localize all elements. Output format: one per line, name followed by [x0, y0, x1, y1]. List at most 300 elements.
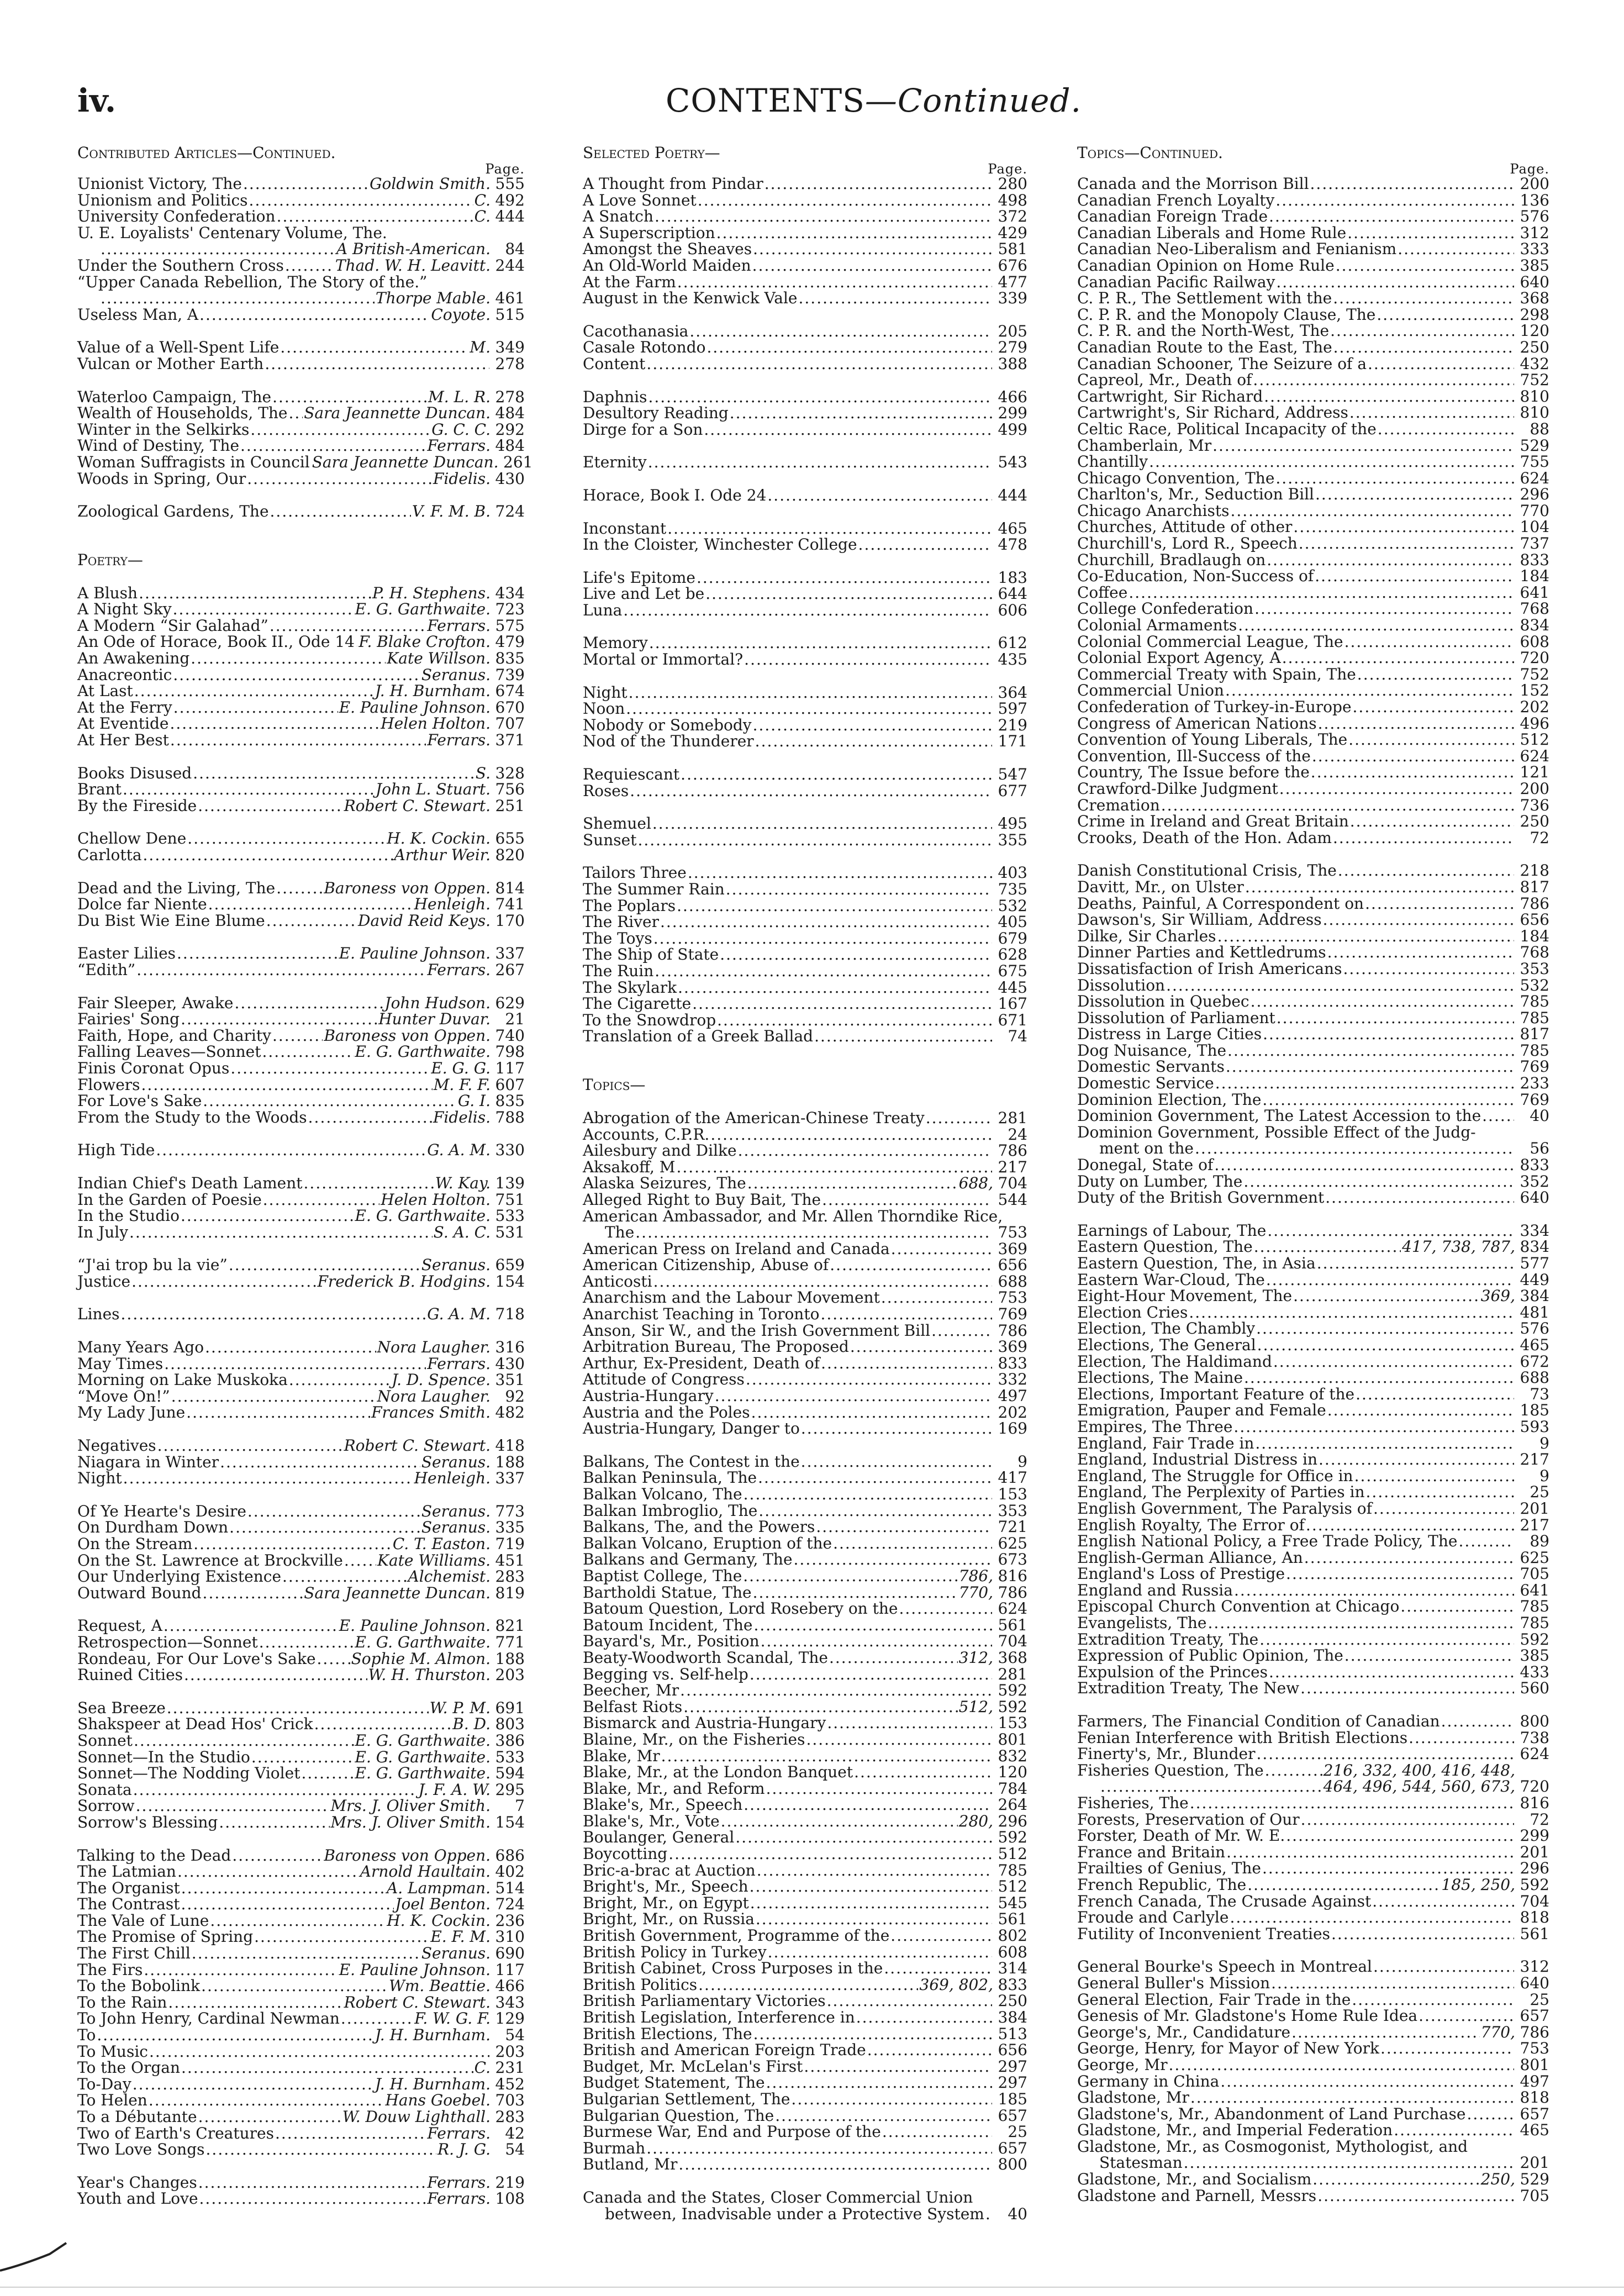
dot-leader	[1317, 2188, 1514, 2204]
entry-page: 337	[495, 1469, 525, 1488]
toc-entry	[77, 192, 525, 209]
dot-leader	[698, 1977, 918, 1993]
entry-page: 372	[998, 207, 1027, 226]
dot-leader	[1262, 1860, 1514, 1877]
entry-page: 575	[495, 616, 525, 635]
entry-title: Du Bist Wie Eine Blume	[77, 911, 265, 930]
entry-page: 705	[1520, 1565, 1549, 1583]
entry-page: 298	[1520, 305, 1549, 324]
entry-author: 464, 496, 544, 560, 673,	[1323, 1777, 1515, 1796]
dot-leader	[1263, 1026, 1514, 1042]
entry-title: Faith, Hope, and Charity	[77, 1026, 271, 1045]
toc-entry	[1077, 1386, 1549, 1403]
dot-leader	[985, 2206, 992, 2223]
entry-title: Sonnet—In the Studio	[77, 1747, 250, 1766]
entry-title: Roses	[583, 781, 629, 800]
entry-page: 153	[998, 1485, 1027, 1503]
spacer	[583, 848, 1027, 865]
dot-leader	[1347, 225, 1514, 241]
entry-title: Fair Sleeper, Awake	[77, 993, 234, 1012]
entry-title: Cartwright, Sir Richard	[1077, 387, 1263, 406]
toc-entry	[77, 1749, 525, 1766]
entry-title: Cacothanasia	[583, 322, 689, 340]
entry-title: Boycotting	[583, 1845, 668, 1863]
dot-leader	[1251, 993, 1514, 1010]
title-main: CONTENTS	[666, 82, 865, 119]
entry-title: An Ode of Horace, Book II., Ode 14	[77, 633, 355, 651]
entry-page: 170	[495, 911, 525, 930]
dot-leader	[1190, 1795, 1514, 1811]
toc-entry	[77, 765, 525, 782]
dot-leader	[1225, 682, 1514, 699]
entry-page: 484	[495, 436, 525, 455]
dot-leader	[1293, 519, 1514, 535]
entry-page: 739	[495, 665, 525, 684]
dot-leader	[648, 389, 992, 406]
entry-title: Dog Nuisance, The	[1077, 1041, 1227, 1060]
entry-title: To the Bobolink	[77, 1977, 201, 1995]
section-heading: Poetry—	[77, 550, 143, 569]
entry-page: 355	[998, 830, 1027, 849]
entry-title: Brant	[77, 780, 122, 799]
entry-title: Gladstone's, Mr., Abandonment of Land Purchase	[1077, 2104, 1466, 2123]
toc-entry	[1077, 1173, 1549, 1190]
entry-author: 369,	[1480, 1287, 1515, 1305]
dot-leader	[173, 601, 354, 618]
dot-leader	[199, 307, 430, 323]
toc-entry	[77, 2076, 525, 2093]
entry-title: American Ambassador, and Mr. Allen Thorndike Rice,	[583, 1207, 1003, 1225]
dot-leader	[198, 798, 342, 814]
spacer	[583, 553, 1027, 570]
entry-title: Bric-a-brac at Auction	[583, 1861, 756, 1879]
dot-leader	[1380, 2040, 1514, 2057]
entry-title: British Government, Programme of the	[583, 1926, 890, 1945]
entry-title: Gladstone and Parnell, Messrs	[1077, 2186, 1317, 2205]
entry-title: Canadian Liberals and Home Rule	[1077, 223, 1347, 242]
entry-author: Kate Willson.	[387, 649, 491, 668]
dot-leader	[1259, 1631, 1514, 1648]
entry-page: 417	[998, 1468, 1027, 1487]
toc-entry	[583, 1682, 1027, 1699]
entry-title: Eastern Question, The	[1077, 1237, 1253, 1256]
dot-leader	[801, 1454, 992, 1470]
toc-entry	[583, 914, 1027, 930]
entry-title: Futility of Inconvenient Treaties	[1077, 1924, 1330, 1943]
entry-title: To the Snowdrop	[583, 1010, 716, 1029]
entry-title: The Ruin	[583, 961, 654, 980]
toc-entry	[1077, 715, 1549, 732]
entry-page: 770	[1520, 501, 1549, 520]
toc-entry	[77, 880, 525, 897]
dot-leader	[1282, 650, 1514, 666]
toc-entry	[77, 422, 525, 438]
toc-entry	[1077, 1059, 1549, 1075]
entry-author: Joel Benton.	[395, 1895, 491, 1914]
entry-author: Kate Williams.	[377, 1551, 491, 1570]
toc-entry	[583, 881, 1027, 898]
toc-entry	[1077, 568, 1549, 584]
entry-author: Henleigh.	[414, 895, 491, 914]
entry-page: 495	[998, 814, 1027, 833]
toc-entry	[1077, 486, 1549, 503]
entry-page: 724	[495, 502, 525, 521]
dot-leader	[1273, 1354, 1514, 1370]
entry-page: 629	[495, 993, 525, 1012]
entry-page: 738	[1520, 1728, 1549, 1747]
entry-author: Seranus.	[421, 1256, 491, 1275]
entry-author: R. J. G.	[437, 2140, 491, 2159]
dot-leader	[314, 1716, 452, 1732]
dot-leader	[747, 1175, 958, 1192]
toc-entry	[1077, 388, 1549, 405]
dot-leader	[191, 650, 386, 667]
dot-leader	[710, 1126, 992, 1143]
entry-author: P. H. Stephens.	[372, 583, 491, 602]
dot-leader	[677, 898, 992, 914]
entry-title: An Awakening	[77, 649, 190, 668]
entry-page: 786	[998, 1321, 1027, 1340]
entry-author: B. D.	[452, 1715, 491, 1734]
dot-leader	[735, 1829, 992, 1846]
toc-entry	[583, 1846, 1027, 1862]
entry-title: Canadian Foreign Trade	[1077, 207, 1268, 226]
dot-leader	[697, 570, 992, 586]
entry-title: Chellow Dene	[77, 829, 187, 848]
dot-leader	[219, 1814, 329, 1831]
toc-entry	[77, 650, 525, 667]
dot-leader	[173, 699, 338, 716]
toc-entry	[583, 2026, 1027, 2042]
entry-page: 465	[1520, 1335, 1549, 1354]
toc-entry	[583, 1388, 1027, 1404]
entry-title: Budget, Mr. McLelan's First	[583, 2057, 803, 2076]
toc-entry	[1077, 438, 1549, 454]
entry-page: 429	[998, 223, 1027, 242]
entry-page: 593	[1520, 1417, 1549, 1436]
entry-author: V. F. M. B.	[412, 502, 491, 521]
toc-entry	[1077, 1713, 1549, 1730]
dot-leader	[263, 1192, 379, 1208]
entry-page: 833	[1520, 1156, 1549, 1175]
entry-title: Colonial Commercial League, The	[1077, 632, 1343, 651]
toc-entry	[1077, 503, 1549, 519]
entry-title: England, The Perplexity of Parties in	[1077, 1483, 1365, 1502]
entry-page: 786	[1520, 894, 1549, 913]
entry-page: 218	[1520, 861, 1549, 880]
dot-leader	[1257, 1337, 1514, 1354]
entry-page: 153	[998, 1714, 1027, 1732]
entry-title: “Upper Canada Rebellion, The Story of the.”	[77, 272, 428, 291]
entry-title: Eastern Question, The, in Asia	[1077, 1254, 1316, 1272]
toc-entry	[583, 1371, 1027, 1388]
dot-leader	[243, 176, 368, 192]
dot-leader	[1226, 1059, 1514, 1075]
dot-leader	[1394, 2122, 1514, 2139]
dot-leader	[177, 945, 338, 962]
entry-author: E. Pauline Johnson.	[339, 1960, 491, 1979]
entry-title: A Thought from Pindar	[583, 175, 763, 193]
dot-leader	[698, 192, 992, 209]
dot-leader	[655, 208, 992, 225]
entry-page: 92	[505, 1387, 525, 1405]
entry-title: A Love Sonnet	[583, 191, 697, 209]
dot-leader	[882, 2124, 992, 2140]
entry-title: Batoum Question, Lord Rosebery on the	[583, 1599, 898, 1618]
entry-author: M.	[470, 338, 491, 357]
dot-leader	[768, 1944, 992, 1961]
entry-title: Many Years Ago	[77, 1338, 204, 1357]
entry-author: Ferrars.	[427, 2189, 491, 2208]
entry-title: England, Fair Trade in	[1077, 1434, 1254, 1452]
toc-entry	[583, 1323, 1027, 1339]
dot-leader	[1267, 1223, 1514, 1239]
toc-entry	[1077, 2188, 1549, 2204]
entry-title: Justice	[77, 1272, 131, 1291]
entry-page: 73	[1530, 1384, 1549, 1403]
toc-entry	[77, 634, 525, 650]
toc-entry	[77, 2174, 525, 2191]
entry-title: To Helen	[77, 2091, 147, 2110]
toc-entry	[77, 1273, 525, 1290]
toc-entry	[583, 2091, 1027, 2108]
dot-leader	[750, 1878, 992, 1895]
entry-title: Canada and the States, Closer Commercial Union	[583, 2188, 973, 2207]
column-right	[1077, 145, 1549, 2204]
entry-title: Night	[77, 1469, 122, 1488]
toc-entry	[1077, 1468, 1549, 1484]
entry-page: 817	[1520, 877, 1549, 896]
dot-leader	[1315, 568, 1514, 584]
entry-page: 117	[495, 1960, 525, 1979]
column-middle	[583, 145, 1027, 2222]
entry-title: Sunset	[583, 830, 637, 849]
entry-title: The Promise of Spring	[77, 1928, 254, 1946]
toc-entry	[77, 1765, 525, 1782]
entry-page: 171	[998, 732, 1027, 751]
dot-leader	[891, 1241, 992, 1257]
dot-leader	[187, 830, 386, 847]
entry-title: Donegal, State of	[1077, 1156, 1214, 1175]
entry-title: An Old-World Maiden	[583, 256, 751, 275]
toc-entry	[1077, 372, 1549, 388]
entry-title: Nod of the Thunderer	[583, 732, 754, 751]
entry-page: 785	[1520, 1008, 1549, 1027]
entry-title: On the Stream	[77, 1535, 193, 1553]
entry-page: 581	[998, 240, 1027, 259]
entry-author: Seranus.	[421, 1518, 491, 1537]
entry-page: 512	[1520, 730, 1549, 749]
toc-entry	[583, 520, 1027, 537]
entry-page: 640	[1520, 1973, 1549, 1992]
entry-page: 821	[495, 1616, 525, 1635]
dot-leader	[1215, 1075, 1514, 1092]
toc-entry	[77, 962, 525, 978]
toc-entry	[583, 1175, 1027, 1192]
entry-title: Earnings of Labour, The	[1077, 1221, 1267, 1240]
dot-leader	[164, 1356, 426, 1372]
entry-title: Cremation	[1077, 796, 1160, 814]
entry-page: 120	[1520, 322, 1549, 340]
toc-entry	[77, 1945, 525, 1962]
entry-author: 770,	[958, 1583, 993, 1602]
entry-title: England, Industrial Distress in	[1077, 1450, 1317, 1469]
entry-author: G. I.	[457, 1092, 491, 1110]
dot-leader	[801, 1420, 992, 1437]
entry-page: 219	[495, 2173, 525, 2192]
toc-entry	[77, 471, 525, 487]
entry-title: English-German Alliance, An	[1077, 1548, 1303, 1567]
dot-leader	[1269, 1664, 1514, 1681]
spacer	[77, 520, 525, 536]
dot-leader	[1217, 928, 1514, 945]
dot-leader	[1100, 1778, 1322, 1795]
toc-entry	[1077, 1239, 1549, 1255]
toc-entry	[1077, 2073, 1549, 2090]
dot-leader	[775, 2108, 992, 2124]
toc-entry	[1077, 1320, 1549, 1337]
entry-page: 250	[998, 1992, 1027, 2010]
entry-title: Shemuel	[583, 814, 651, 833]
dot-leader	[192, 1945, 420, 1962]
spacer	[1077, 1942, 1549, 1958]
entry-author: Robert C. Stewart.	[344, 1436, 491, 1455]
entry-author: H. K. Cockin.	[387, 1911, 491, 1930]
dot-leader	[829, 1650, 958, 1666]
entry-author: S.	[475, 763, 491, 782]
entry-author: 688,	[958, 1174, 993, 1193]
toc-entry	[1077, 1680, 1549, 1697]
entry-title: In the Cloister, Winchester College	[583, 535, 857, 554]
entry-title: Colonial Export Agency, A	[1077, 649, 1281, 667]
dot-leader	[164, 1618, 338, 1634]
dot-leader	[753, 241, 992, 257]
entry-author: E. Pauline Johnson.	[339, 1616, 491, 1635]
dot-leader	[1293, 1288, 1480, 1304]
entry-title: Blake, Mr., and Reform	[583, 1779, 765, 1798]
entry-page: 753	[998, 1223, 1027, 1242]
dot-leader	[205, 1339, 376, 1356]
entry-title: English Government, The Paralysis of	[1077, 1499, 1372, 1518]
toc-entry	[77, 2092, 525, 2109]
spacer	[77, 1240, 525, 1257]
entry-title: Episcopal Church Convention at Chicago	[1077, 1597, 1400, 1616]
toc-entry	[583, 1715, 1027, 1731]
toc-entry	[583, 1617, 1027, 1634]
toc-entry	[1077, 1615, 1549, 1631]
toc-entry	[583, 865, 1027, 881]
dot-leader	[1149, 454, 1514, 470]
dot-leader	[1276, 274, 1514, 291]
entry-page: 297	[998, 2057, 1027, 2076]
toc-entry	[77, 503, 525, 520]
entry-page: 451	[495, 1551, 525, 1570]
dot-leader	[1348, 731, 1514, 748]
entry-author: 770,	[1480, 2023, 1515, 2041]
toc-entry	[77, 2141, 525, 2158]
dot-leader	[156, 1142, 426, 1158]
toc-entry	[1077, 879, 1549, 896]
entry-page: 217	[1520, 1450, 1549, 1469]
dot-leader	[181, 1011, 377, 1028]
spacer	[583, 372, 1027, 389]
entry-page: 655	[495, 829, 525, 848]
spacer	[583, 438, 1027, 454]
entry-title: The Latmian	[77, 1862, 176, 1881]
entry-page: 330	[495, 1141, 525, 1160]
entry-title: Eastern War-Cloud, The	[1077, 1270, 1265, 1289]
entry-title: Anson, Sir W., and the Irish Government Bill	[583, 1321, 931, 1340]
toc-entry	[1077, 1566, 1549, 1582]
entry-title: Froude and Carlyle	[1077, 1908, 1229, 1927]
dot-leader	[101, 241, 335, 257]
toc-entry	[583, 1257, 1027, 1273]
entry-author: Thad. W. H. Leavitt.	[335, 256, 491, 275]
entry-page: 769	[998, 1305, 1027, 1324]
entry-title: Blake's, Mr., Vote	[583, 1811, 720, 1830]
toc-entry	[1077, 764, 1549, 781]
toc-entry	[1077, 241, 1549, 257]
entry-title: High Tide	[77, 1141, 155, 1160]
dot-leader	[1482, 1108, 1514, 1124]
dot-leader	[177, 1863, 359, 1880]
dot-leader	[1336, 257, 1514, 274]
entry-title: Dilke, Sir Charles	[1077, 926, 1216, 945]
entry-title: Balkan Imbroglio, The	[583, 1501, 758, 1520]
entry-title: In July	[77, 1223, 129, 1241]
dot-leader	[1333, 830, 1514, 846]
entry-author: Wm. Beattie.	[389, 1977, 491, 1995]
entry-page: 167	[998, 994, 1027, 1013]
entry-page: 9	[1539, 1434, 1549, 1452]
spacer	[1077, 1206, 1549, 1223]
entry-page: 819	[495, 1583, 525, 1602]
dot-leader	[134, 683, 374, 699]
entry-title: Lines	[77, 1305, 120, 1324]
entry-page: 40	[1530, 1107, 1549, 1125]
entry-page: 657	[998, 2106, 1027, 2125]
toc-entry	[77, 1994, 525, 2011]
toc-entry	[1077, 1500, 1549, 1517]
entry-title: Our Underlying Existence	[77, 1567, 282, 1586]
entry-page: 430	[495, 469, 525, 488]
entry-page: 202	[998, 1403, 1027, 1421]
entry-author: C.	[474, 2058, 491, 2077]
dot-leader	[744, 1797, 992, 1813]
entry-page: 233	[1520, 1074, 1549, 1093]
entry-page: 384	[1520, 1287, 1549, 1305]
toc-entry	[583, 1977, 1027, 1993]
spacer	[583, 799, 1027, 815]
entry-page: 444	[998, 486, 1027, 504]
dot-leader	[677, 274, 992, 291]
entry-page: 498	[998, 191, 1027, 209]
column-left	[77, 144, 533, 2208]
entry-title: Canadian Pacific Railway	[1077, 272, 1275, 291]
entry-title: C. P. R. and the Monopoly Clause, The	[1077, 305, 1376, 324]
entry-title: A Modern “Sir Galahad”	[77, 616, 268, 635]
dot-leader	[1333, 339, 1514, 356]
entry-author: 786,	[958, 1566, 993, 1585]
entry-author: 312,	[958, 1648, 993, 1667]
dot-leader	[1323, 912, 1514, 928]
dot-leader	[678, 980, 992, 996]
entry-title: Austria-Hungary, Danger to	[583, 1419, 800, 1438]
dot-leader	[750, 1666, 992, 1683]
toc-entry	[583, 1142, 1027, 1159]
entry-title: August in the Kenwick Vale	[583, 289, 798, 308]
entry-author: Frances Smith.	[371, 1403, 491, 1422]
